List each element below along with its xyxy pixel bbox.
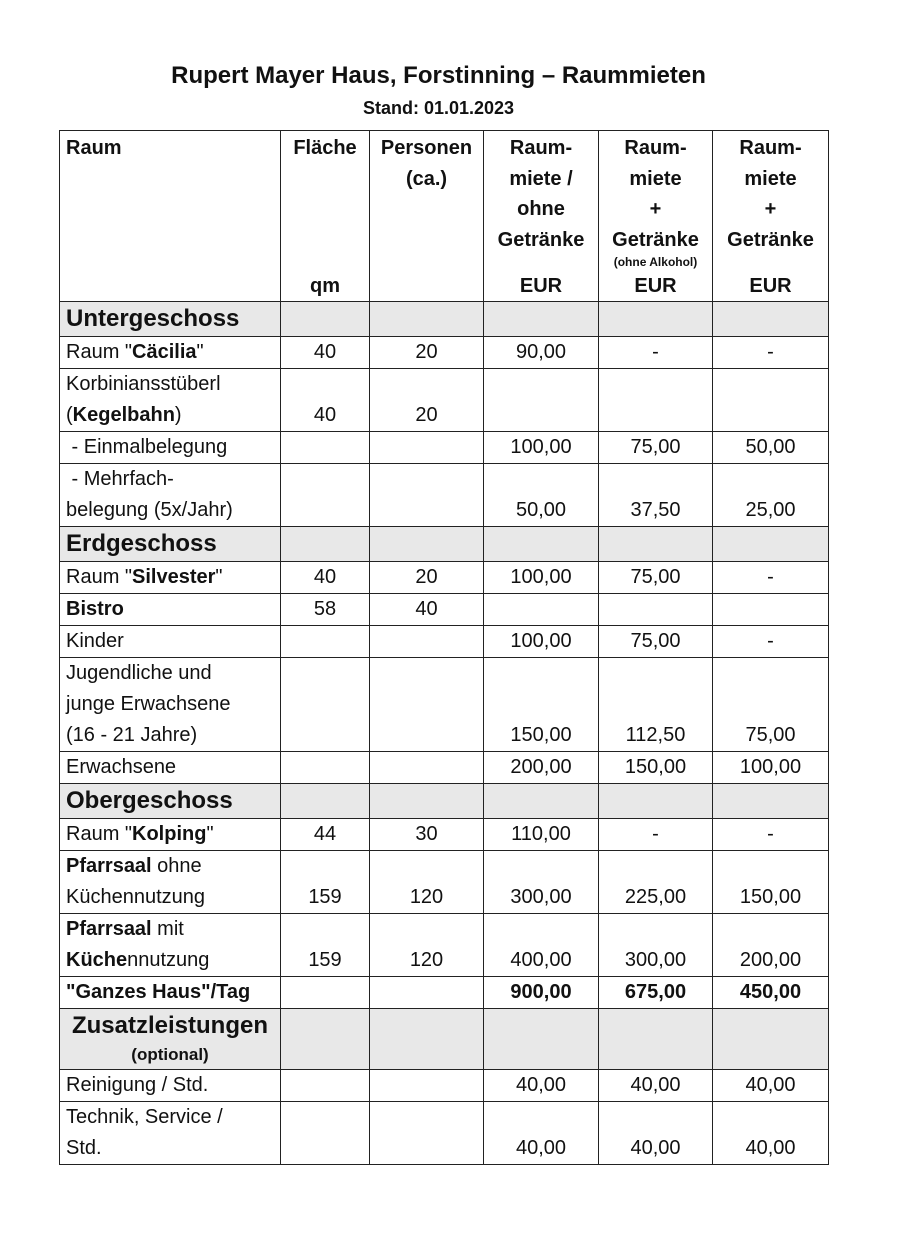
table-row: Korbiniansstüberl (Kegelbahn) 40 20 (60, 369, 829, 432)
table-row: Bistro 58 40 (60, 594, 829, 626)
table-row: - Einmalbelegung 100,00 75,00 50,00 (60, 432, 829, 464)
section-erdgeschoss: Erdgeschoss (60, 527, 829, 562)
table-row-ganzes-haus: "Ganzes Haus"/Tag 900,00 675,00 450,00 (60, 977, 829, 1009)
room-name: Korbiniansstüberl (Kegelbahn) (60, 369, 281, 432)
page-subtitle: Stand: 01.01.2023 (362, 98, 515, 118)
table-row: Pfarrsaal ohne Küchennutzung 159 120 300,00 225,00 150,00 (60, 851, 829, 914)
section-obergeschoss: Obergeschoss (60, 784, 829, 819)
table-row: Pfarrsaal mit Küchennutzung 159 120 400,00 300,00 200,00 (60, 914, 829, 977)
header-flaeche: Fläche qm (281, 131, 370, 302)
header-raummiete-getraenke: Raum- miete + Getränke EUR (713, 131, 829, 302)
table-row: Raum "Silvester" 40 20 100,00 75,00 - (60, 562, 829, 594)
header-personen: Personen (ca.) (370, 131, 484, 302)
table-header-row (60, 131, 829, 302)
table-row: Raum "Kolping" 44 30 110,00 - - (60, 819, 829, 851)
page-title: Rupert Mayer Haus, Forstinning – Raummieten (171, 62, 706, 89)
table-row: Reinigung / Std. 40,00 40,00 40,00 (60, 1070, 829, 1102)
room-name: Raum "Cäcilia" (60, 337, 281, 369)
table-row: Raum "Cäcilia" 40 20 90,00 - - (60, 337, 829, 369)
table-row: Jugendliche und junge Erwachsene (16 - 21 Jahre) 150,00 112,50 75,00 (60, 658, 829, 752)
section-untergeschoss: Untergeschoss (60, 302, 829, 337)
section-zusatzleistungen: Zusatzleistungen (optional) (60, 1009, 829, 1070)
header-raummiete: Raum- miete / ohne Getränke EUR (484, 131, 599, 302)
table-row: - Mehrfach- belegung (5x/Jahr) 50,00 37,50 25,00 (60, 464, 829, 527)
price-table (59, 130, 829, 1165)
table-row: Technik, Service / Std. 40,00 40,00 40,00 (60, 1102, 829, 1165)
table-row: Kinder 100,00 75,00 - (60, 626, 829, 658)
header-raum: Raum (60, 131, 281, 302)
table-row: Erwachsene 200,00 150,00 100,00 (60, 752, 829, 784)
header-raummiete-getraenke-ohne-alkohol: Raum- miete + Getränke (ohne Alkohol) EUR (599, 131, 713, 302)
